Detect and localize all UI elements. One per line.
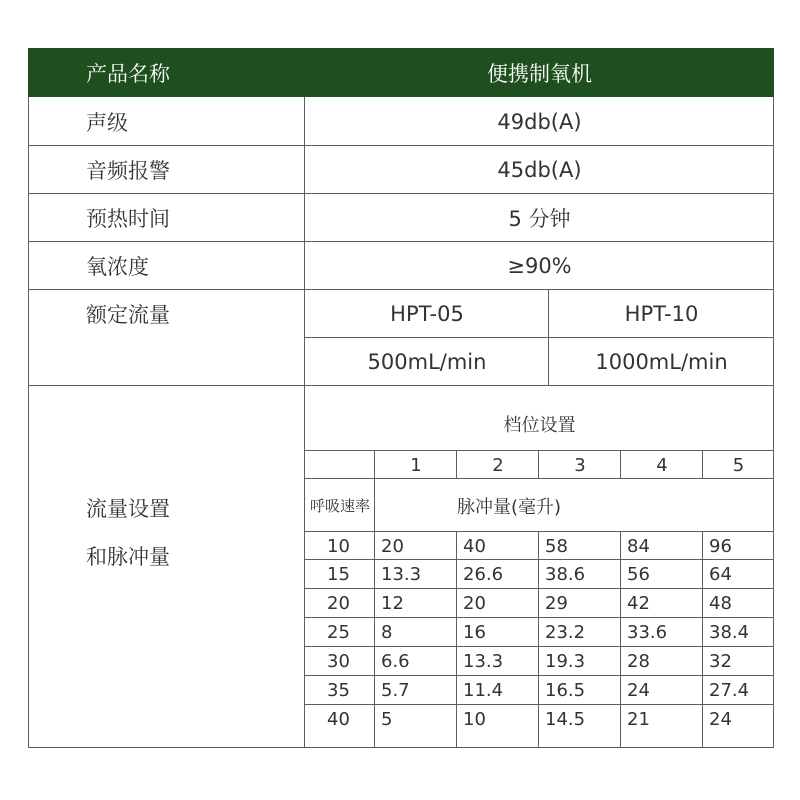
row-divider — [28, 289, 774, 290]
pulse-volume-cell: 84 — [627, 535, 650, 557]
pulse-volume-cell: 27.4 — [709, 679, 750, 701]
row-label-sound-level: 声级 — [86, 111, 128, 135]
pulse-volume-cell: 40 — [463, 535, 486, 557]
rated-flow-model-1: HPT-05 — [390, 302, 464, 326]
row-value-sound-level: 49db(A) — [497, 110, 582, 134]
pulse-volume-cell: 20 — [463, 592, 486, 614]
pulse-volume-cell: 16 — [463, 621, 486, 643]
pulse-volume-cell: 38.6 — [545, 563, 586, 585]
gear-number: 1 — [410, 454, 422, 476]
breath-rate-cell: 15 — [327, 563, 350, 585]
pulse-volume-cell: 10 — [463, 708, 486, 730]
row-divider — [28, 193, 774, 194]
rated-flow-label: 额定流量 — [86, 303, 170, 327]
pulse-volume-cell: 21 — [627, 708, 650, 730]
pulse-volume-cell: 32 — [709, 650, 732, 672]
pulse-volume-cell: 12 — [381, 592, 404, 614]
pulse-section-label-line2: 和脉冲量 — [86, 545, 170, 569]
border-right — [773, 97, 774, 748]
column-divider — [538, 531, 539, 748]
rated-flow-model-2: HPT-10 — [624, 302, 699, 326]
gear-title: 档位设置 — [503, 415, 576, 436]
pulse-volume-cell: 23.2 — [545, 621, 586, 643]
pulse-volume-cell: 14.5 — [545, 708, 586, 730]
row-label-audio-alarm: 音频报警 — [86, 159, 170, 183]
pulse-volume-cell: 16.5 — [545, 679, 586, 701]
row-divider — [304, 337, 774, 338]
row-divider — [28, 145, 774, 146]
column-divider — [456, 450, 457, 479]
column-divider — [304, 97, 305, 748]
column-divider — [548, 289, 549, 386]
rated-flow-value-2: 1000mL/min — [595, 350, 728, 374]
gear-number: 5 — [732, 454, 745, 476]
row-value-oxygen-concentration: ≥90% — [507, 254, 572, 278]
column-divider — [702, 450, 703, 479]
breath-rate-label: 呼吸速率 — [309, 497, 370, 515]
pulse-volume-cell: 28 — [627, 650, 650, 672]
pulse-volume-label: 脉冲量(毫升) — [456, 496, 562, 518]
header-label: 产品名称 — [86, 61, 170, 86]
pulse-volume-cell: 6.6 — [381, 650, 410, 672]
breath-rate-cell: 10 — [327, 535, 350, 557]
rated-flow-value-1: 500mL/min — [367, 350, 487, 374]
pulse-volume-cell: 19.3 — [545, 650, 586, 672]
column-divider — [620, 450, 621, 479]
pulse-volume-cell: 24 — [709, 708, 732, 730]
gear-number: 3 — [574, 454, 586, 476]
pulse-volume-cell: 38.4 — [709, 621, 750, 643]
column-divider — [702, 531, 703, 748]
pulse-section-label-line1: 流量设置 — [86, 497, 170, 521]
pulse-volume-cell: 33.6 — [627, 621, 668, 643]
pulse-volume-cell: 24 — [627, 679, 650, 701]
row-divider — [28, 241, 774, 242]
pulse-volume-cell: 64 — [709, 563, 732, 585]
pulse-volume-cell: 26.6 — [463, 563, 504, 585]
column-divider — [538, 450, 539, 479]
header-product-name: 便携制氧机 — [487, 61, 592, 86]
pulse-volume-cell: 5.7 — [381, 679, 410, 701]
pulse-volume-cell: 13.3 — [463, 650, 504, 672]
pulse-volume-cell: 13.3 — [381, 563, 422, 585]
pulse-volume-cell: 58 — [545, 535, 568, 557]
pulse-volume-cell: 5 — [381, 708, 393, 730]
border-bottom — [28, 747, 774, 748]
row-label-oxygen-concentration: 氧浓度 — [86, 255, 149, 279]
breath-rate-cell: 25 — [327, 621, 350, 643]
pulse-volume-cell: 56 — [627, 563, 650, 585]
row-value-audio-alarm: 45db(A) — [497, 158, 582, 182]
pulse-volume-cell: 20 — [381, 535, 404, 557]
row-value-warmup-time: 5 分钟 — [508, 207, 571, 231]
gear-number: 2 — [492, 454, 504, 476]
column-divider — [456, 531, 457, 748]
pulse-volume-cell: 96 — [709, 535, 732, 557]
breath-rate-cell: 35 — [327, 679, 350, 701]
pulse-volume-cell: 29 — [545, 592, 568, 614]
breath-rate-cell: 40 — [327, 708, 350, 730]
pulse-volume-cell: 11.4 — [463, 679, 504, 701]
row-divider — [28, 385, 774, 386]
breath-rate-cell: 30 — [327, 650, 350, 672]
gear-number: 4 — [656, 454, 668, 476]
column-divider — [374, 450, 375, 748]
pulse-volume-cell: 42 — [627, 592, 650, 614]
pulse-volume-cell: 8 — [381, 621, 393, 643]
column-divider — [620, 531, 621, 748]
row-label-warmup-time: 预热时间 — [86, 207, 170, 231]
breath-rate-cell: 20 — [327, 592, 350, 614]
pulse-volume-cell: 48 — [709, 592, 732, 614]
border-left — [28, 97, 29, 748]
